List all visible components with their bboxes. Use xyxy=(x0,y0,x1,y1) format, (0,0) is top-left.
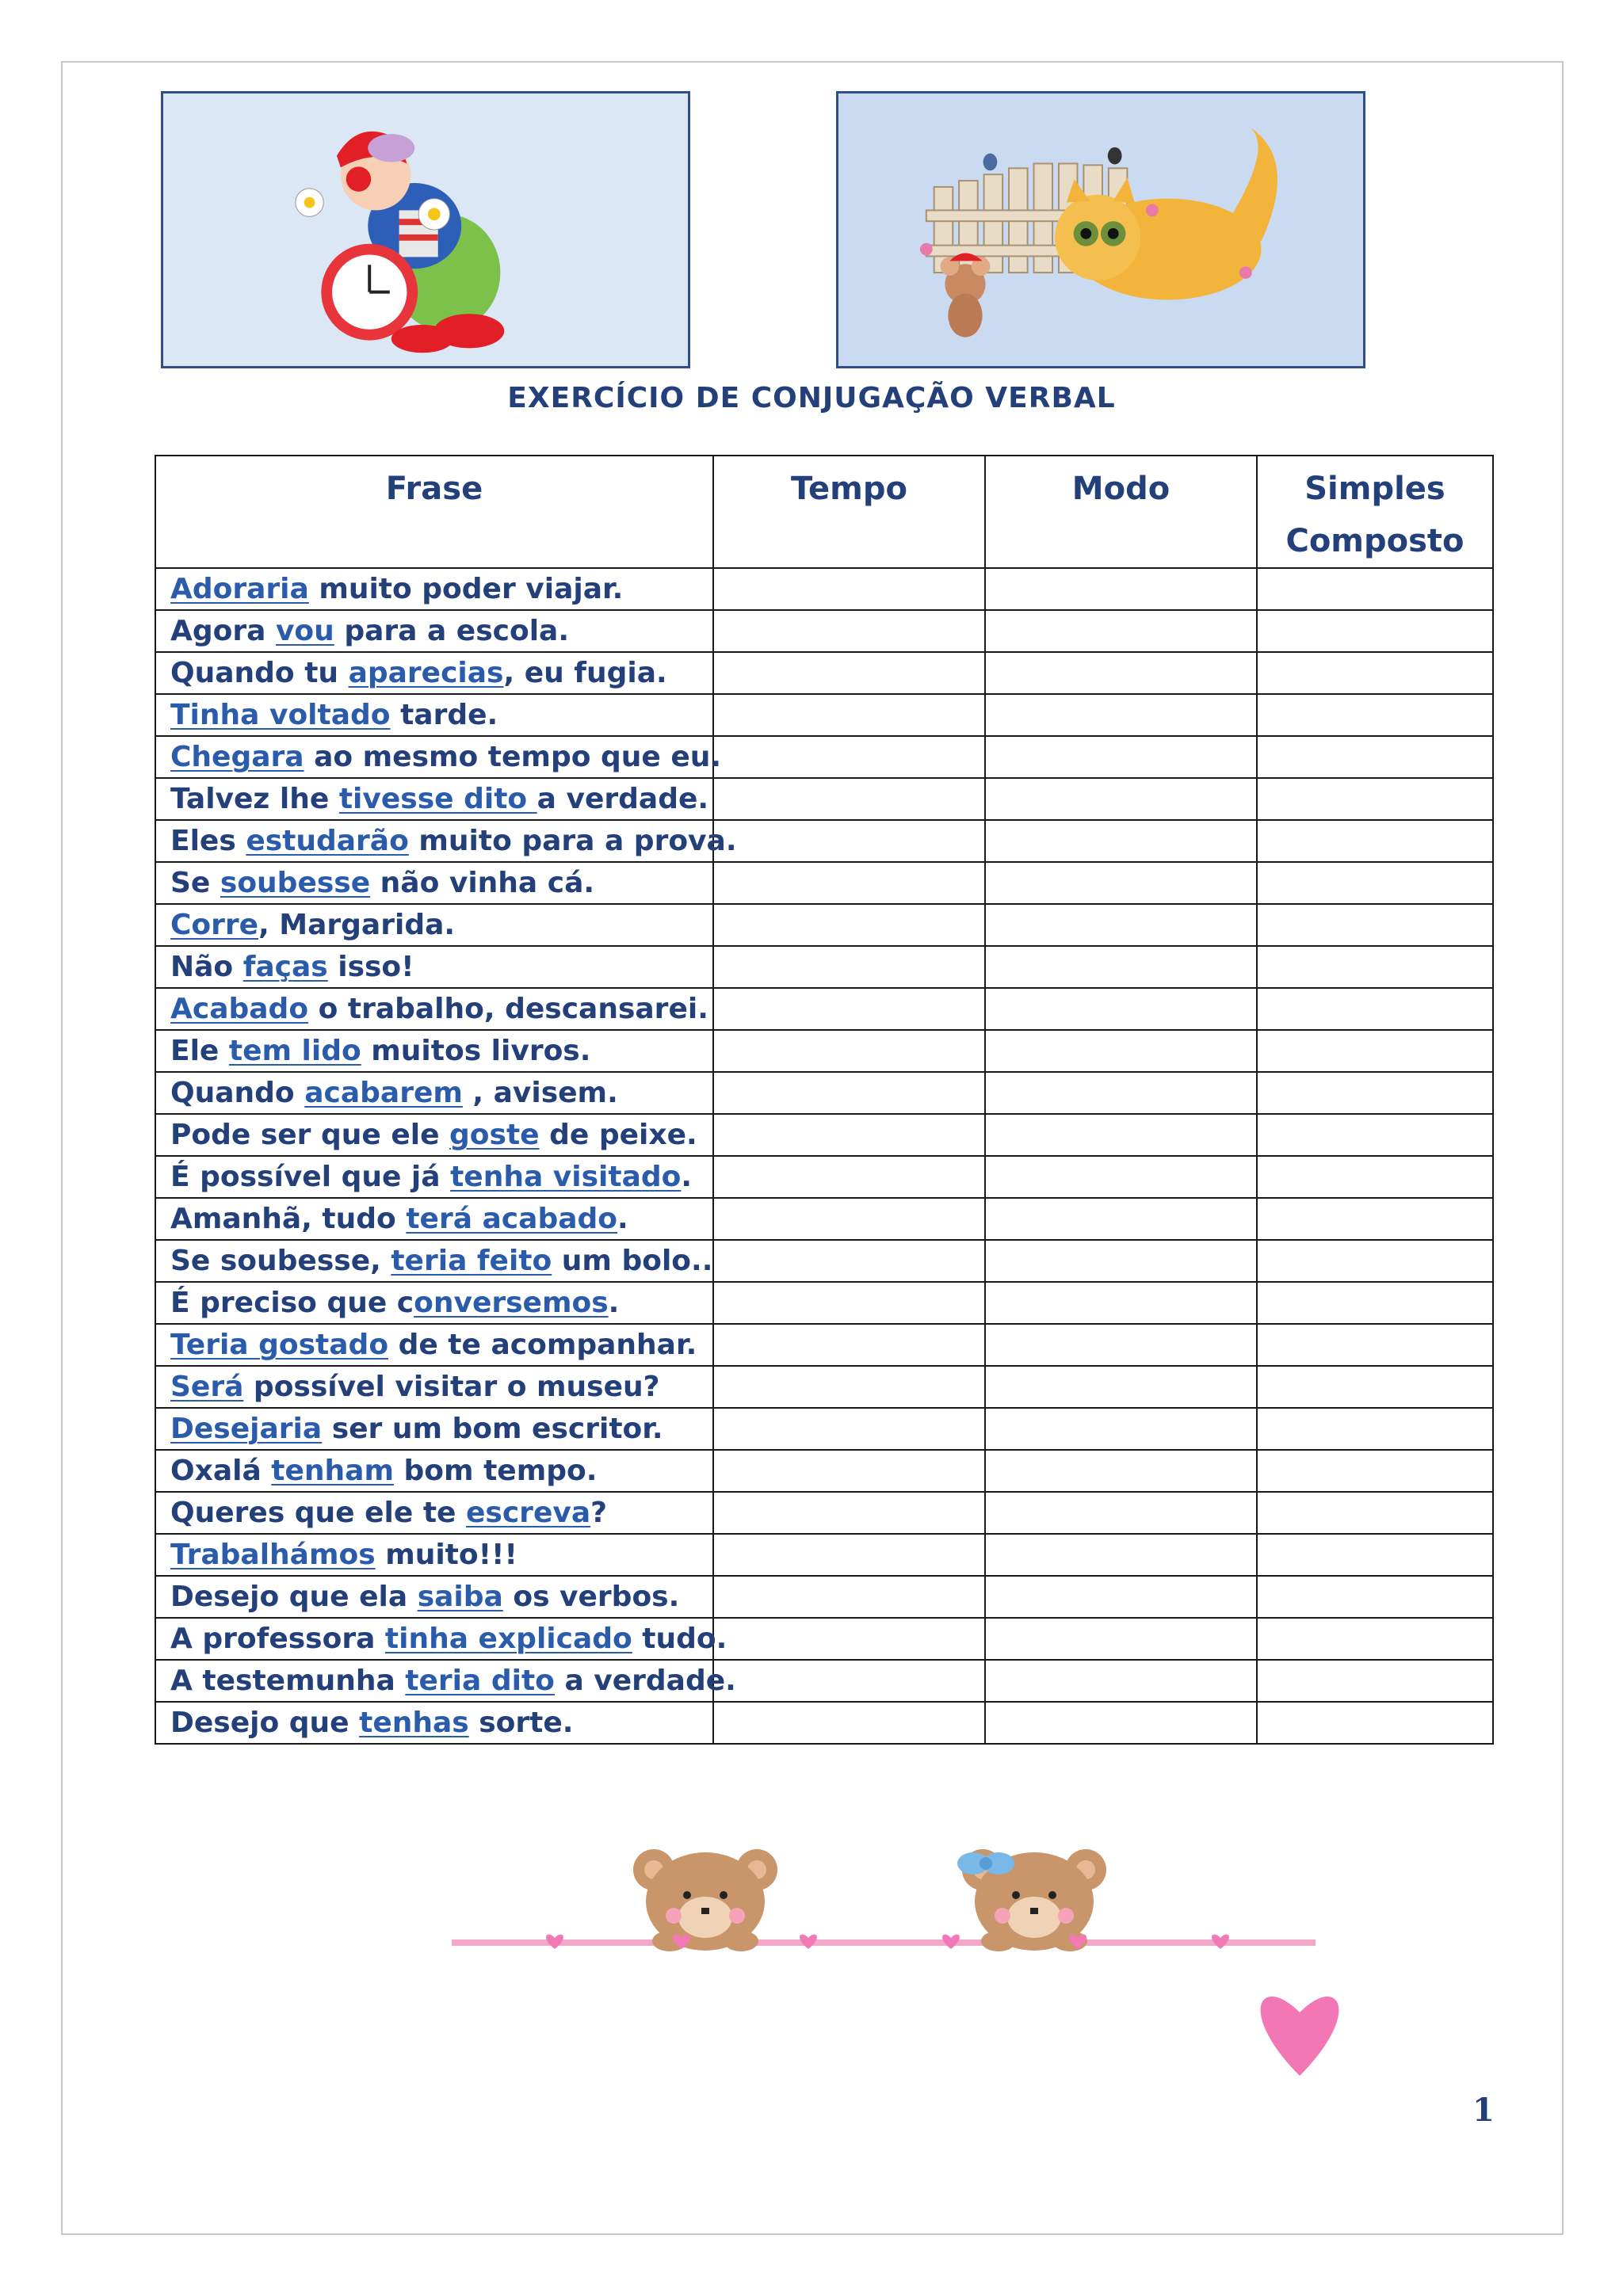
modo-answer-cell[interactable] xyxy=(985,988,1257,1030)
modo-answer-cell[interactable] xyxy=(985,568,1257,610)
tempo-answer-cell[interactable] xyxy=(713,568,985,610)
table-row xyxy=(155,1618,1493,1660)
modo-answer-cell[interactable] xyxy=(985,778,1257,820)
table-row xyxy=(155,1240,1493,1282)
sentence-text: , eu fugia. xyxy=(503,657,667,689)
sentence-text: Não xyxy=(170,951,243,983)
table-row xyxy=(155,1576,1493,1618)
page-title: EXERCÍCIO DE CONJUGAÇÃO VERBAL xyxy=(507,382,1116,414)
table-body xyxy=(155,568,1493,1744)
simples-composto-answer-cell[interactable] xyxy=(1257,1618,1493,1660)
sentence-text: tudo. xyxy=(632,1623,727,1655)
simples-composto-answer-cell[interactable] xyxy=(1257,946,1493,988)
tempo-answer-cell[interactable] xyxy=(713,1576,985,1618)
simples-composto-answer-cell[interactable] xyxy=(1257,1450,1493,1492)
table-row xyxy=(155,568,1493,610)
sentence-text: um bolo.. xyxy=(552,1245,713,1277)
verb-underlined: teria feito xyxy=(391,1245,552,1277)
sentence-text: Desejo que xyxy=(170,1707,360,1739)
table-row xyxy=(155,1030,1493,1072)
verb-underlined: faças xyxy=(242,951,328,983)
modo-answer-cell[interactable] xyxy=(985,1534,1257,1576)
frase-cell xyxy=(155,1324,713,1366)
sentence-text: muito poder viajar. xyxy=(308,573,624,605)
verb-underlined: saiba xyxy=(417,1581,503,1613)
modo-answer-cell[interactable] xyxy=(985,1072,1257,1114)
modo-answer-cell[interactable] xyxy=(985,694,1257,736)
table-row xyxy=(155,1072,1493,1114)
sentence-text: de peixe. xyxy=(539,1119,697,1151)
sentence-text: bom tempo. xyxy=(393,1455,598,1487)
verb-underlined: soubesse xyxy=(220,867,371,899)
frase-cell xyxy=(155,610,713,652)
tempo-answer-cell[interactable] xyxy=(713,778,985,820)
modo-answer-cell[interactable] xyxy=(985,1324,1257,1366)
tempo-answer-cell[interactable] xyxy=(713,1618,985,1660)
modo-answer-cell[interactable] xyxy=(985,1618,1257,1660)
simples-composto-answer-cell[interactable] xyxy=(1257,1198,1493,1240)
table-row xyxy=(155,1366,1493,1408)
verb-underlined: teria dito xyxy=(405,1665,555,1697)
tempo-answer-cell[interactable] xyxy=(713,1156,985,1198)
sentence-text: para a escola. xyxy=(334,615,570,647)
frase-cell xyxy=(155,652,713,694)
table-header-row xyxy=(155,456,1493,568)
sentence-text: Ele xyxy=(170,1035,229,1067)
tempo-answer-cell[interactable] xyxy=(713,1450,985,1492)
simples-composto-answer-cell[interactable] xyxy=(1257,988,1493,1030)
frase-cell xyxy=(155,1240,713,1282)
verb-underlined: tenham xyxy=(271,1455,394,1487)
frase-cell xyxy=(155,1114,713,1156)
tempo-answer-cell[interactable] xyxy=(713,1366,985,1408)
modo-answer-cell[interactable] xyxy=(985,820,1257,862)
table-row xyxy=(155,988,1493,1030)
tempo-answer-cell[interactable] xyxy=(713,1492,985,1534)
table-row xyxy=(155,1702,1493,1744)
modo-answer-cell[interactable] xyxy=(985,1408,1257,1450)
sentence-text: muitos livros. xyxy=(361,1035,591,1067)
tempo-answer-cell[interactable] xyxy=(713,820,985,862)
table-row xyxy=(155,946,1493,988)
tempo-answer-cell[interactable] xyxy=(713,1240,985,1282)
verb-underlined: acabarem xyxy=(304,1077,463,1109)
simples-composto-answer-cell[interactable] xyxy=(1257,1324,1493,1366)
table-row xyxy=(155,1198,1493,1240)
verb-underlined: tivesse dito xyxy=(338,783,537,815)
table-row xyxy=(155,820,1493,862)
simples-composto-answer-cell[interactable] xyxy=(1257,1072,1493,1114)
table-row xyxy=(155,1450,1493,1492)
simples-composto-answer-cell[interactable] xyxy=(1257,1660,1493,1702)
table-row xyxy=(155,736,1493,778)
sentence-text: Desejo que ela xyxy=(170,1581,418,1613)
verb-underlined: Acabado xyxy=(170,993,309,1025)
tempo-answer-cell[interactable] xyxy=(713,736,985,778)
tempo-answer-cell[interactable] xyxy=(713,904,985,946)
sentence-text: Se xyxy=(170,867,220,899)
frase-cell xyxy=(155,1450,713,1492)
verb-underlined: tenha visitado xyxy=(450,1161,682,1193)
sentence-text: Se soubesse, xyxy=(170,1245,391,1277)
modo-answer-cell[interactable] xyxy=(985,736,1257,778)
simples-composto-answer-cell[interactable] xyxy=(1257,736,1493,778)
modo-answer-cell[interactable] xyxy=(985,610,1257,652)
sentence-text: Amanhã, tudo xyxy=(170,1203,407,1235)
sentence-text: Quando tu xyxy=(170,657,349,689)
table-row xyxy=(155,1408,1493,1450)
verb-underlined: Tinha voltado xyxy=(170,699,391,731)
sentence-text: não vinha cá. xyxy=(370,867,595,899)
tempo-answer-cell[interactable] xyxy=(713,862,985,904)
sentence-text: , Margarida. xyxy=(258,909,456,941)
table-row xyxy=(155,1534,1493,1576)
tempo-answer-cell[interactable] xyxy=(713,1198,985,1240)
tempo-answer-cell[interactable] xyxy=(713,1282,985,1324)
frase-cell xyxy=(155,862,713,904)
sentence-text: muito!!! xyxy=(375,1539,517,1571)
verb-underlined: Chegara xyxy=(170,741,304,773)
tempo-answer-cell[interactable] xyxy=(713,946,985,988)
modo-answer-cell[interactable] xyxy=(985,1576,1257,1618)
sentence-text: . xyxy=(681,1161,693,1193)
modo-answer-cell[interactable] xyxy=(985,904,1257,946)
sentence-text: Agora xyxy=(170,615,276,647)
frase-cell xyxy=(155,946,713,988)
tempo-answer-cell[interactable] xyxy=(713,1030,985,1072)
sentence-text: A professora xyxy=(170,1623,385,1655)
verb-underlined: vou xyxy=(275,615,334,647)
verb-underlined: tinha explicado xyxy=(384,1623,632,1655)
frase-cell xyxy=(155,1030,713,1072)
verb-underlined: escreva xyxy=(466,1497,591,1529)
verb-underlined: tem lido xyxy=(228,1035,361,1067)
table-row xyxy=(155,1492,1493,1534)
sentence-text: a verdade. xyxy=(554,1665,736,1697)
verb-underlined: Será xyxy=(170,1371,244,1403)
tempo-answer-cell[interactable] xyxy=(713,652,985,694)
modo-answer-cell[interactable] xyxy=(985,1240,1257,1282)
sentence-text: Talvez lhe xyxy=(170,783,339,815)
sentence-text: , avisem. xyxy=(462,1077,618,1109)
table-row xyxy=(155,1156,1493,1198)
table-row xyxy=(155,862,1493,904)
frase-cell xyxy=(155,736,722,778)
sentence-text: A testemunha xyxy=(170,1665,406,1697)
header-frase: Frase xyxy=(155,456,713,568)
sentence-text: tarde. xyxy=(390,699,498,731)
verb-underlined: onversemos xyxy=(414,1287,609,1319)
sentence-text: Quando xyxy=(170,1077,305,1109)
simples-composto-answer-cell[interactable] xyxy=(1257,652,1493,694)
modo-answer-cell[interactable] xyxy=(985,1198,1257,1240)
simples-composto-answer-cell[interactable] xyxy=(1257,862,1493,904)
frase-cell xyxy=(155,1618,727,1660)
table-row xyxy=(155,1114,1493,1156)
modo-answer-cell[interactable] xyxy=(985,1660,1257,1702)
sentence-text: sorte. xyxy=(468,1707,574,1739)
table-row xyxy=(155,904,1493,946)
modo-answer-cell[interactable] xyxy=(985,1156,1257,1198)
sentence-text: . xyxy=(617,1203,628,1235)
sentence-text: isso! xyxy=(327,951,414,983)
tempo-answer-cell[interactable] xyxy=(713,988,985,1030)
simples-composto-answer-cell[interactable] xyxy=(1257,568,1493,610)
frase-cell xyxy=(155,1072,713,1114)
tempo-answer-cell[interactable] xyxy=(713,1114,985,1156)
frase-cell xyxy=(155,1198,713,1240)
sentence-text: o trabalho, descansarei. xyxy=(308,993,708,1025)
verb-underlined: goste xyxy=(449,1119,540,1151)
sentence-text: É preciso que c xyxy=(170,1287,414,1319)
simples-composto-answer-cell[interactable] xyxy=(1257,1702,1493,1744)
sentence-text: Queres que ele te xyxy=(170,1497,466,1529)
header-simples: Simples xyxy=(1304,471,1445,507)
frase-cell xyxy=(155,1534,713,1576)
simples-composto-answer-cell[interactable] xyxy=(1257,1156,1493,1198)
table-row xyxy=(155,652,1493,694)
verb-underlined: tenhas xyxy=(359,1707,469,1739)
frase-cell xyxy=(155,1156,713,1198)
kitten-mouse-illustration xyxy=(836,91,1365,368)
header-simples-composto xyxy=(1257,456,1493,568)
simples-composto-answer-cell[interactable] xyxy=(1257,1408,1493,1450)
table-row xyxy=(155,1282,1493,1324)
table-row xyxy=(155,610,1493,652)
frase-cell xyxy=(155,988,713,1030)
verb-underlined: aparecias xyxy=(348,657,504,689)
sentence-text: Eles xyxy=(170,825,246,857)
frase-cell xyxy=(155,694,713,736)
clown-clock-illustration xyxy=(161,91,690,368)
verb-underlined: Trabalhámos xyxy=(170,1539,376,1571)
simples-composto-answer-cell[interactable] xyxy=(1257,1492,1493,1534)
verb-underlined: terá acabado xyxy=(406,1203,618,1235)
simples-composto-answer-cell[interactable] xyxy=(1257,1114,1493,1156)
verb-underlined: Teria gostado xyxy=(170,1329,389,1361)
modo-answer-cell[interactable] xyxy=(985,1450,1257,1492)
tempo-answer-cell[interactable] xyxy=(713,610,985,652)
tempo-answer-cell[interactable] xyxy=(713,694,985,736)
frase-cell xyxy=(155,1702,713,1744)
sentence-text: possível visitar o museu? xyxy=(243,1371,660,1403)
modo-answer-cell[interactable] xyxy=(985,1282,1257,1324)
frase-cell xyxy=(155,1282,713,1324)
simples-composto-answer-cell[interactable] xyxy=(1257,1576,1493,1618)
simples-composto-answer-cell[interactable] xyxy=(1257,610,1493,652)
frase-cell xyxy=(155,1366,713,1408)
frase-cell xyxy=(155,1408,713,1450)
simples-composto-answer-cell[interactable] xyxy=(1257,1282,1493,1324)
sentence-text: É possível que já xyxy=(170,1161,451,1193)
tempo-answer-cell[interactable] xyxy=(713,1408,985,1450)
frase-cell xyxy=(155,568,713,610)
simples-composto-answer-cell[interactable] xyxy=(1257,820,1493,862)
modo-answer-cell[interactable] xyxy=(985,1366,1257,1408)
modo-answer-cell[interactable] xyxy=(985,1492,1257,1534)
modo-answer-cell[interactable] xyxy=(985,1030,1257,1072)
modo-answer-cell[interactable] xyxy=(985,652,1257,694)
simples-composto-answer-cell[interactable] xyxy=(1257,904,1493,946)
conjugation-table xyxy=(155,455,1494,1745)
simples-composto-answer-cell[interactable] xyxy=(1257,1240,1493,1282)
sentence-text: de te acompanhar. xyxy=(388,1329,697,1361)
modo-answer-cell[interactable] xyxy=(985,946,1257,988)
page-number: 1 xyxy=(1472,2092,1495,2129)
frase-cell xyxy=(155,904,713,946)
modo-answer-cell[interactable] xyxy=(985,1114,1257,1156)
teddy-bears-border xyxy=(444,1822,1323,1973)
sentence-text: ao mesmo tempo que eu. xyxy=(304,741,722,773)
simples-composto-answer-cell[interactable] xyxy=(1257,778,1493,820)
verb-underlined: Corre xyxy=(170,909,259,941)
simples-composto-answer-cell[interactable] xyxy=(1257,1030,1493,1072)
sentence-text: Pode ser que ele xyxy=(170,1119,450,1151)
tempo-answer-cell[interactable] xyxy=(713,1534,985,1576)
sentence-text: a verdade. xyxy=(537,783,709,815)
simples-composto-answer-cell[interactable] xyxy=(1257,1366,1493,1408)
tempo-answer-cell[interactable] xyxy=(713,1072,985,1114)
verb-underlined: estudarão xyxy=(246,825,409,857)
modo-answer-cell[interactable] xyxy=(985,862,1257,904)
modo-answer-cell[interactable] xyxy=(985,1702,1257,1744)
tempo-answer-cell[interactable] xyxy=(713,1702,985,1744)
simples-composto-answer-cell[interactable] xyxy=(1257,694,1493,736)
simples-composto-answer-cell[interactable] xyxy=(1257,1534,1493,1576)
table-row xyxy=(155,778,1493,820)
frase-cell xyxy=(155,1492,713,1534)
frase-cell xyxy=(155,1576,713,1618)
sentence-text: muito para a prova. xyxy=(408,825,737,857)
sentence-text: . xyxy=(608,1287,620,1319)
table-row xyxy=(155,694,1493,736)
frase-cell xyxy=(155,820,737,862)
frase-cell xyxy=(155,1660,736,1702)
header-tempo: Tempo xyxy=(713,456,985,568)
tempo-answer-cell[interactable] xyxy=(713,1324,985,1366)
header-composto: Composto xyxy=(1285,523,1465,559)
frase-cell xyxy=(155,778,713,820)
table-row xyxy=(155,1660,1493,1702)
verb-underlined: Desejaria xyxy=(170,1413,323,1445)
header-modo: Modo xyxy=(985,456,1257,568)
sentence-text: ser um bom escritor. xyxy=(322,1413,663,1445)
sentence-text: Oxalá xyxy=(170,1455,272,1487)
tempo-answer-cell[interactable] xyxy=(713,1660,985,1702)
sentence-text: ? xyxy=(590,1497,608,1529)
sentence-text: os verbos. xyxy=(502,1581,680,1613)
verb-underlined: Adoraria xyxy=(170,573,309,605)
table-row xyxy=(155,1324,1493,1366)
